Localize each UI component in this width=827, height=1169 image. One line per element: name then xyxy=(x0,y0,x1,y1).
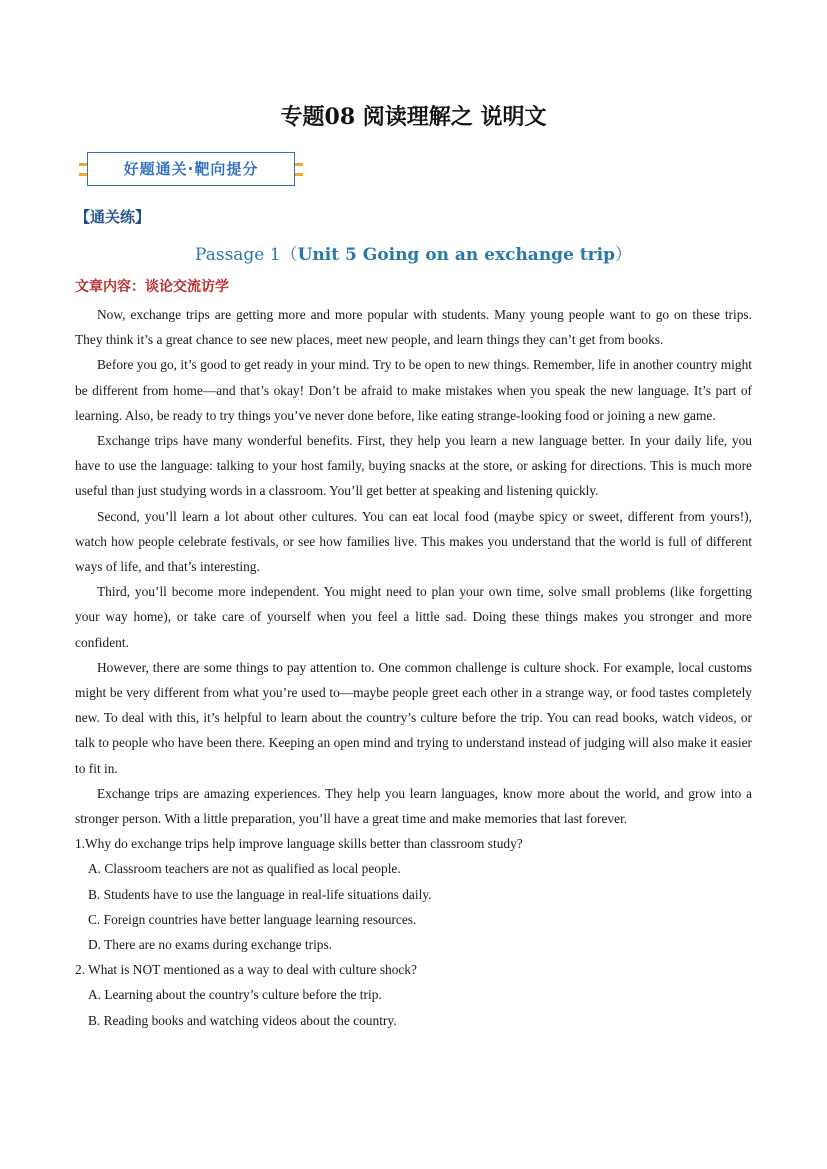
answer-option: C. Foreign countries have better language learning resources. xyxy=(88,911,417,927)
passage-title xyxy=(0,240,827,265)
paragraph: However, there are some things to pay attention to. One common challenge is culture shock. For example, local customs might be very different from what you’re used to—maybe people greet each other in a strange way, or food tastes completely new. To deal with this, it’s helpful to learn about the country’s culture before the trip. You can read books, watch videos, or talk to people who have been there. Keeping an open mind and trying to understand instead of judging will also make it easier to fit in. xyxy=(75,659,752,776)
section-banner xyxy=(79,152,303,188)
passage-title-prefix: Passage 1（ xyxy=(195,245,298,265)
question-stem: 1.Why do exchange trips help improve language skills better than classroom study? xyxy=(75,836,523,852)
question-stem: 2. What is NOT mentioned as a way to deal with culture shock? xyxy=(75,962,417,978)
answer-option: B. Students have to use the language in real-life situations daily. xyxy=(88,886,432,902)
paragraph: Exchange trips have many wonderful benefits. First, they help you learn a new language better. In your daily life, you have to use the language: talking to your host family, buying snacks at the store, or asking for directions. This is much more useful than just studying words in a classroom. You’ll get better at speaking and listening quickly. xyxy=(75,433,752,499)
answer-option: A. Classroom teachers are not as qualified as local people. xyxy=(88,861,401,877)
passage-title-suffix: ） xyxy=(614,245,632,265)
paragraph: Now, exchange trips are getting more and more popular with students. Many young people want to go on these trips. They think it’s a great chance to see new places, meet new people, and learn things they can’t get from books. xyxy=(75,307,752,348)
paragraph: Exchange trips are amazing experiences. They help you learn languages, know more about the world, and grow into a stronger person. With a little preparation, you’ll have a great time and make memories that last forever. xyxy=(75,785,752,827)
content-label: 文章内容：谈论交流访学 xyxy=(75,279,229,295)
section-label: 【通关练】 xyxy=(75,208,151,226)
passage-title-unit: Unit 5 Going on an exchange trip xyxy=(297,245,615,265)
page-title: 专题08 阅读理解之 说明文 xyxy=(280,104,547,130)
banner-text: 好题通关·靶向提分 xyxy=(123,160,259,178)
paragraph: Second, you’ll learn a lot about other cultures. You can eat local food (maybe spicy or sweet, different from yours!), watch how people celebrate festivals, or see how families live. This makes you understand that the world is full of different ways of life, and that’s interesting. xyxy=(75,508,752,575)
passage-body xyxy=(75,302,752,1033)
answer-option: B. Reading books and watching videos about the country. xyxy=(88,1012,397,1028)
answer-option: D. There are no exams during exchange trips. xyxy=(88,937,333,953)
paragraph: Before you go, it’s good to get ready in your mind. Try to be open to new things. Remember, life in another country might be different from home—and that’s okay! Don’t be afraid to make mistakes when you speak the new language. It’s part of learning. Also, be ready to try things you’ve never done before, like eating strange-looking food or joining a new game. xyxy=(75,357,752,423)
paragraph: Third, you’ll become more independent. You might need to plan your own time, solve small problems (like forgetting your way home), or take care of yourself when you feel a little sad. Doing these things makes you stronger and more confident. xyxy=(75,584,752,650)
answer-option: A. Learning about the country’s culture before the trip. xyxy=(88,987,382,1003)
